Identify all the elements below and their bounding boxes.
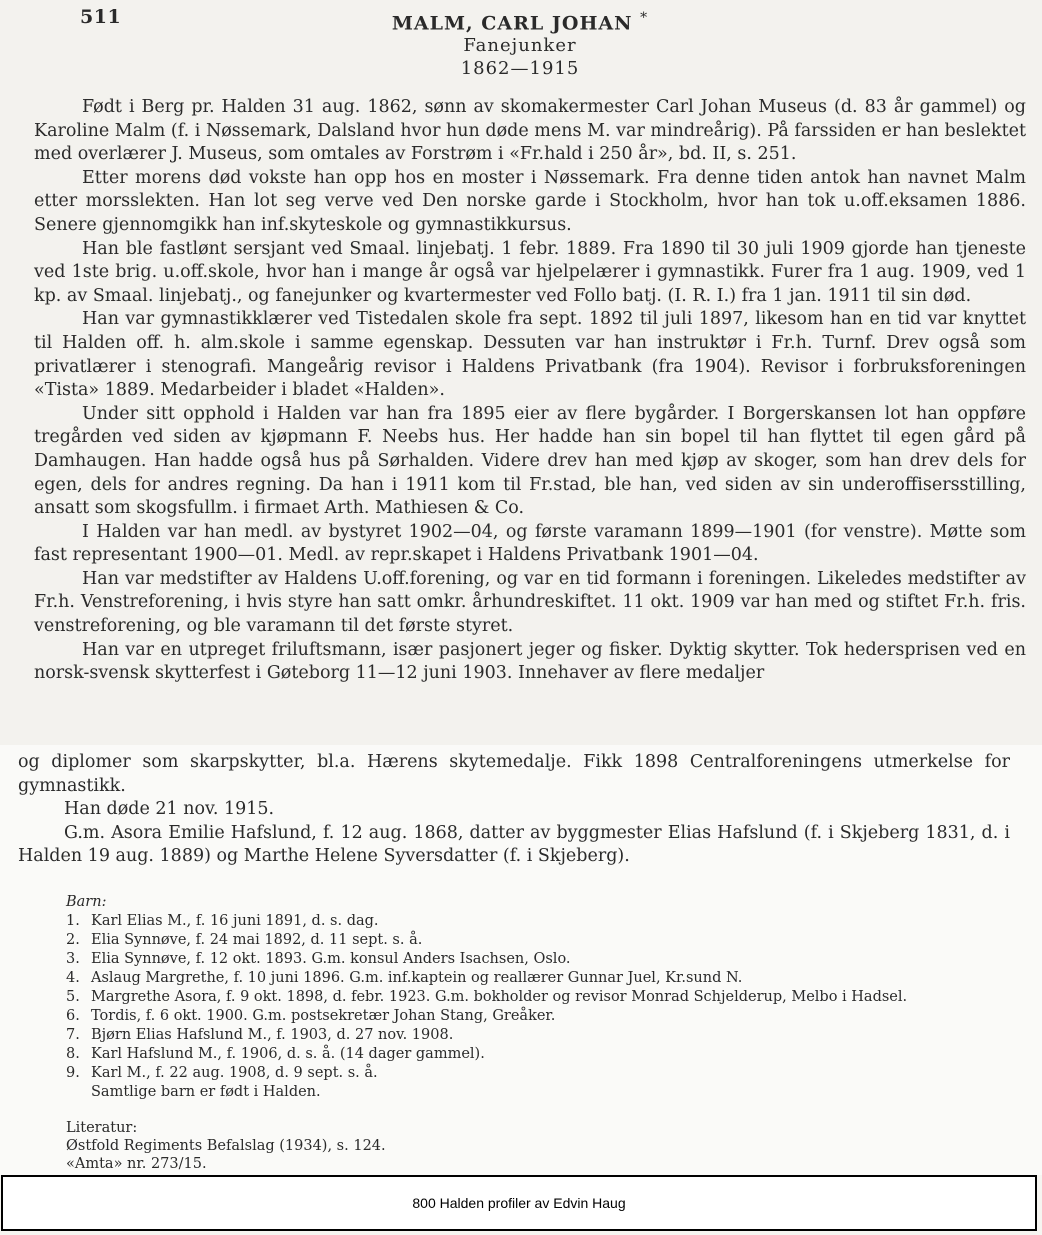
item-number: 4. xyxy=(66,970,80,986)
paragraph: G.m. Asora Emilie Hafslund, f. 12 aug. 1868, datter av byggmester Elias Hafslund (f. i Skjeberg 1831, d. i Halden 19 aug. 1889) og Marthe Helene Syversdatter (f. i Skjeberg). xyxy=(18,822,1010,867)
person-years: 1862—1915 xyxy=(460,58,580,80)
item-text: Karl M., f. 22 aug. 1908, d. 9 sept. s. å. xyxy=(91,1065,378,1081)
literature-heading: Literatur: xyxy=(66,1120,138,1136)
paragraph-continued: og diplomer som skarpskytter, bl.a. Hærens skytemedalje. Fikk 1898 Centralforeningens utmerkelse for gymnastikk. xyxy=(18,752,1010,796)
item-text: Karl Hafslund M., f. 1906, d. s. å. (14 dager gammel). xyxy=(91,1046,485,1062)
children-list xyxy=(66,893,1026,1102)
biography-top xyxy=(34,96,1026,686)
item-number: 8. xyxy=(66,1046,80,1062)
list-item xyxy=(66,1064,1026,1083)
children-note: Samtlige barn er født i Halden. xyxy=(91,1084,321,1100)
paragraph: Under sitt opphold i Halden var han fra 1895 eier av flere bygårder. I Borgerskansen lot han oppføre tregården ved siden av kjøpmann F. Neebs hus. Her hadde han sin bopel til han flyttet til egen gård på Damhaugen. Han hadde også hus på Sørhalden. Videre drev han med kjøp av skoger, som han drev dels for egen, dels for andres regning. Da han i 1911 kom til Fr.stad, ble han, ved siden av sin underoffisersstilling, ansatt som skogsfullm. i firmaet Arth. Mathiesen & Co. xyxy=(34,403,1026,519)
entry-header xyxy=(300,6,740,81)
literature-item: «Amta» nr. 273/15. xyxy=(66,1156,207,1172)
item-number: 5. xyxy=(66,989,80,1005)
list-item xyxy=(66,988,1026,1007)
item-number: 1. xyxy=(66,913,80,929)
person-name-line xyxy=(300,6,740,35)
item-number: 7. xyxy=(66,1027,80,1043)
item-text: Aslaug Margrethe, f. 10 juni 1896. G.m. inf.kaptein og reallærer Gunnar Juel, Kr.sund N. xyxy=(91,970,743,986)
paragraph: Han ble fastlønt sersjant ved Smaal. linjebatj. 1 febr. 1889. Fra 1890 til 30 juli 1909 gjorde han tjeneste ved 1ste brig. u.off.skole, hvor han i mange år også var hjelpelærer i gymnastikk. Furer fra 1 aug. 1909, ved 1 kp. av Smaal. linjebatj., og fanejunker og kvartermester ved Follo batj. (I. R. I.) fra 1 jan. 1911 til sin død. xyxy=(34,238,1026,306)
person-name: MALM, CARL JOHAN xyxy=(391,12,633,35)
list-item xyxy=(66,931,1026,950)
children-heading: Barn: xyxy=(66,894,107,910)
biography-bottom xyxy=(18,751,1010,869)
list-item xyxy=(66,1026,1026,1045)
paragraph: Han var medstifter av Haldens U.off.forening, og var en tid formann i foreningen. Likeledes medstifter av Fr.h. Venstreforening, i hvis styre han satt omkr. århundreskiftet. 11 okt. 1909 var han med og stiftet Fr.h. fris. venstreforening, og ble varamann til det første styret. xyxy=(34,568,1026,637)
paragraph: Han var en utpreget friluftsmann, især pasjonert jeger og fisker. Dyktig skytter. Tok hedersprisen ved en norsk-svensk skytterfest i Gøteborg 11—12 juni 1903. Innehaver av flere medaljer xyxy=(34,639,1026,684)
star-marker: * xyxy=(640,10,649,26)
literature-item: Østfold Regiments Befalslag (1934), s. 124. xyxy=(66,1138,386,1154)
list-item xyxy=(66,912,1026,931)
item-number: 6. xyxy=(66,1008,80,1024)
paragraph: Etter morens død vokste han opp hos en moster i Nøssemark. Fra denne tiden antok han navnet Malm etter morsslekten. Han lot seg verve ved Den norske garde i Stockholm, hvor han tok u.off.eksamen 1886. Senere gjennomgikk han inf.skyteskole og gymnastikkursus. xyxy=(34,167,1026,235)
page-number: 511 xyxy=(80,6,122,28)
list-item xyxy=(66,1045,1026,1064)
list-item xyxy=(66,950,1026,969)
item-number: 9. xyxy=(66,1065,80,1081)
paragraph: I Halden var han medl. av bystyret 1902—04, og første varamann 1899—1901 (for venstre). Møtte som fast representant 1900—01. Medl. av repr.skapet i Haldens Privatbank 1901—04. xyxy=(34,521,1026,566)
caption-text: 800 Halden profiler av Edvin Haug xyxy=(412,1195,626,1211)
literature-section xyxy=(66,1119,966,1173)
list-item xyxy=(66,969,1026,988)
person-rank: Fanejunker xyxy=(463,35,577,57)
item-text: Bjørn Elias Hafslund M., f. 1903, d. 27 nov. 1908. xyxy=(91,1027,454,1043)
item-number: 3. xyxy=(66,951,80,967)
item-text: Karl Elias M., f. 16 juni 1891, d. s. dag. xyxy=(91,913,379,929)
paragraph: Han døde 21 nov. 1915. xyxy=(64,799,275,820)
item-text: Margrethe Asora, f. 9 okt. 1898, d. febr. 1923. G.m. bokholder og revisor Monrad Schjelderup, Melbo i Hadsel. xyxy=(91,989,908,1005)
caption-box xyxy=(1,1175,1037,1231)
item-number: 2. xyxy=(66,932,80,948)
list-item xyxy=(66,1007,1026,1026)
paragraph: Han var gymnastikklærer ved Tistedalen skole fra sept. 1892 til juli 1897, likesom han en tid var knyttet til Halden off. h. alm.skole i samme egenskap. Dessuten var han instruktør i Fr.h. Turnf. Drev også som privatlærer i stenografi. Mangeårig revisor i Haldens Privatbank (fra 1904). Revisor i forbruksforeningen «Tista» 1889. Medarbeider i bladet «Halden». xyxy=(34,309,1026,401)
item-text: Elia Synnøve, f. 24 mai 1892, d. 11 sept. s. å. xyxy=(91,932,423,948)
item-text: Tordis, f. 6 okt. 1900. G.m. postsekretær Johan Stang, Greåker. xyxy=(91,1008,556,1024)
item-text: Elia Synnøve, f. 12 okt. 1893. G.m. konsul Anders Isachsen, Oslo. xyxy=(91,951,571,967)
paragraph: Født i Berg pr. Halden 31 aug. 1862, sønn av skomakermester Carl Johan Museus (d. 83 år gammel) og Karoline Malm (f. i Nøssemark, Dalsland hvor hun døde mens M. var mindreårig). På farssiden er han beslektet med overlærer J. Museus, som omtales av Forstrøm i «Fr.hald i 250 år», bd. II, s. 251. xyxy=(34,97,1026,165)
